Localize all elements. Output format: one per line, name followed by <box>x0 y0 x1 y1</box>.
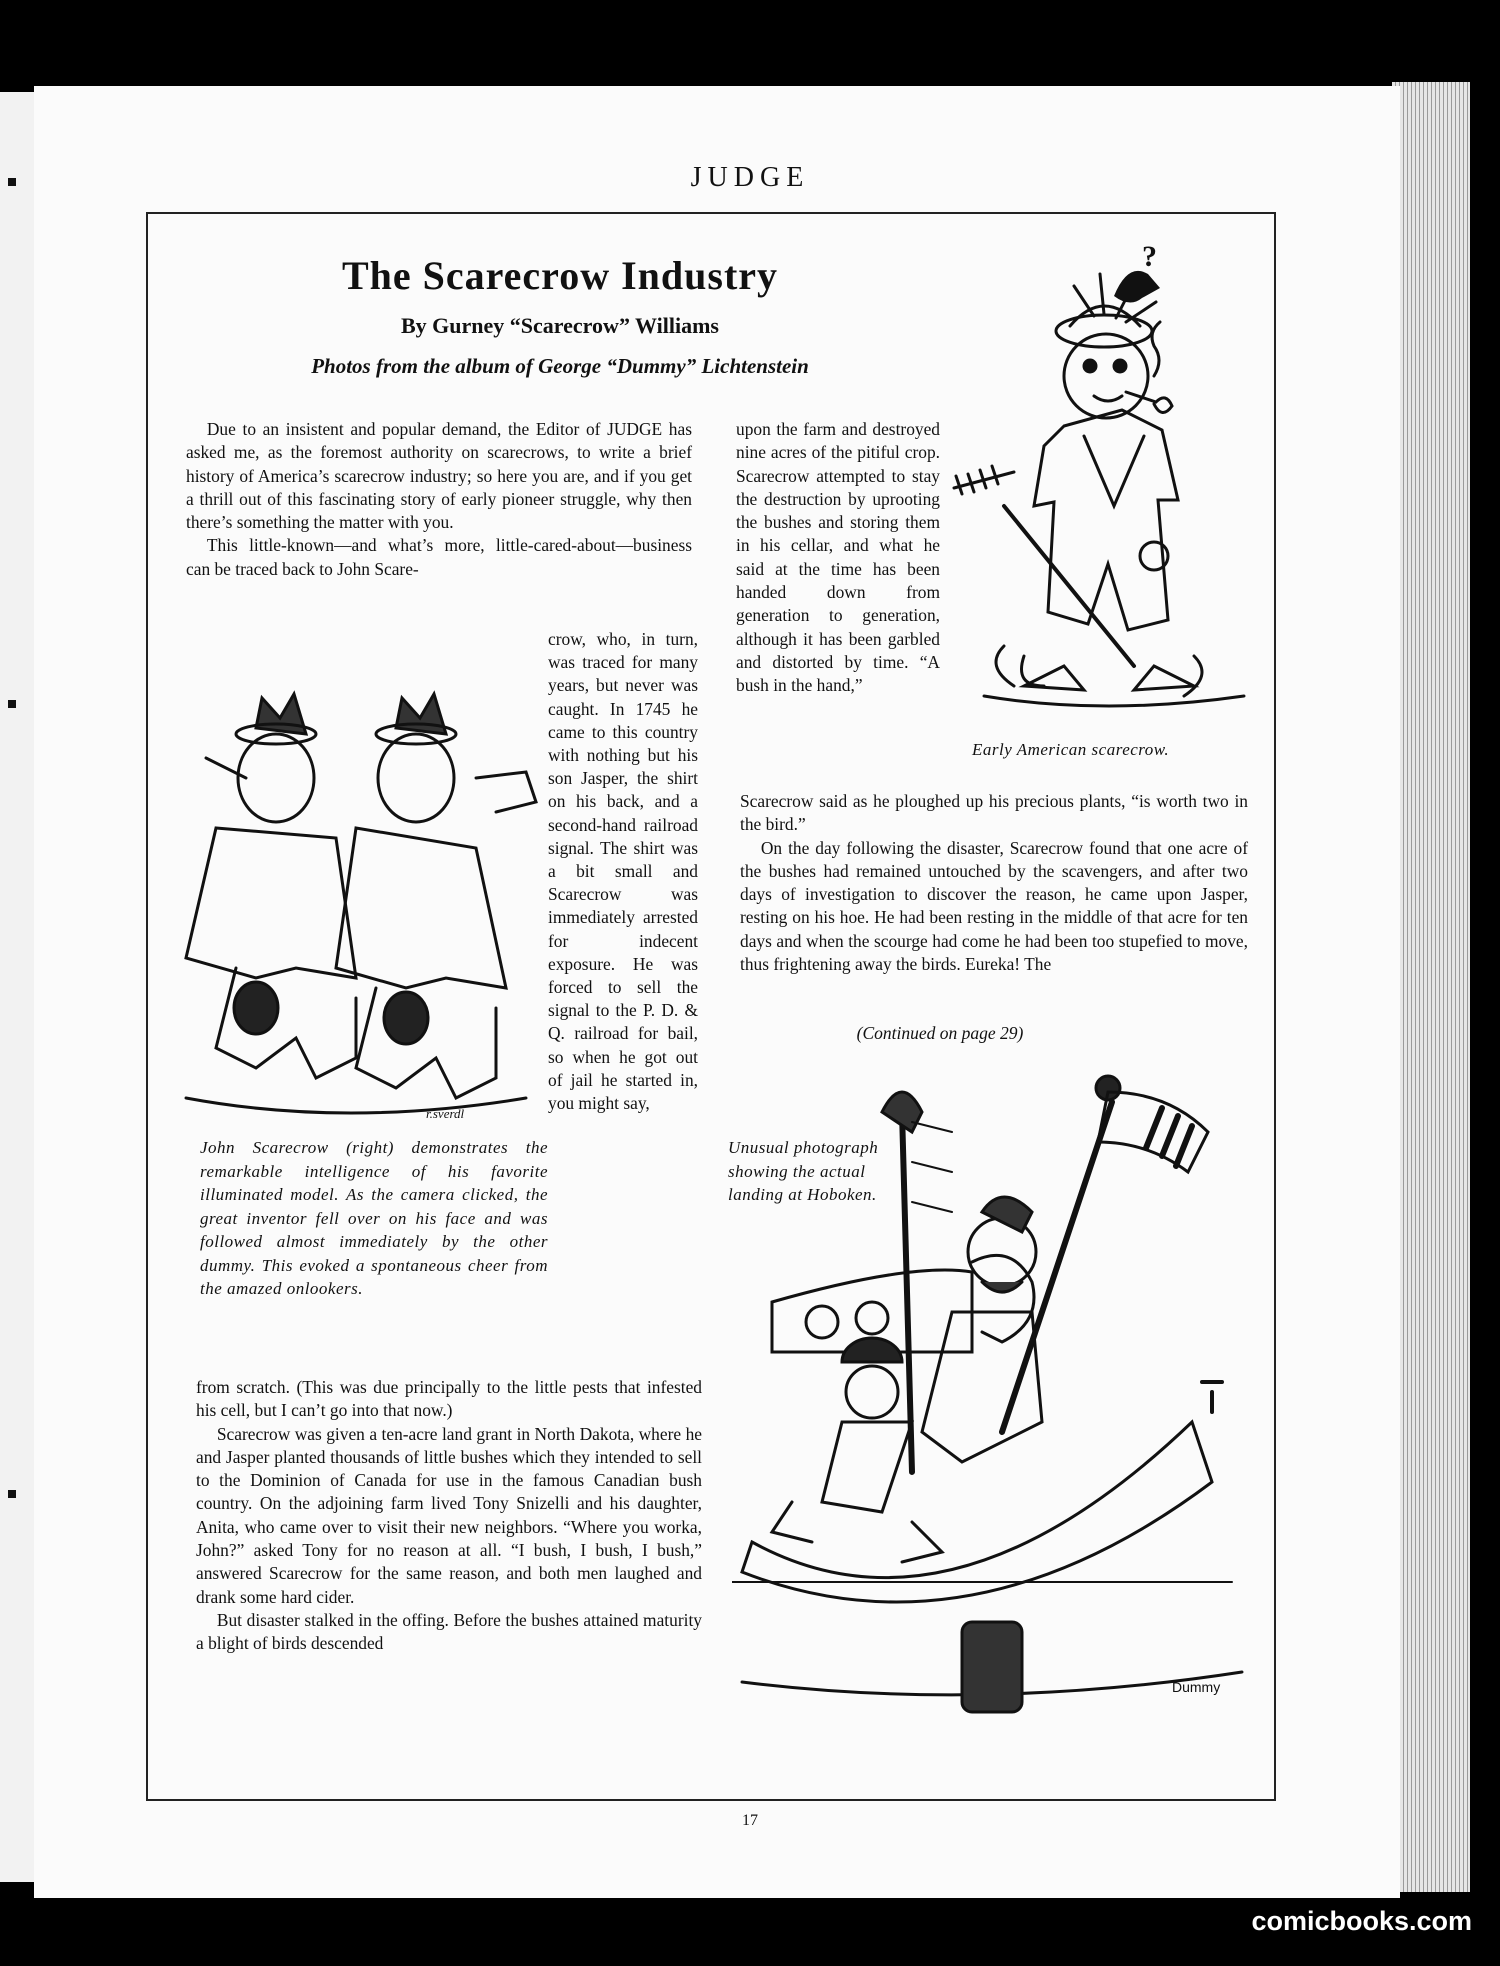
paragraph: crow, who, in turn, was traced for many years, but never was caught. In 1745 he came to this country with nothing but his son Jasper, the shirt on his back, and a second-hand railroad signal. The shirt was a bit small and Scarecrow was immediately arrested for indecent exposure. He was forced to sell the signal to the P. D. & Q. railroad for bail, so when he got out of jail he started in, you might say, <box>548 629 698 1114</box>
svg-text:?: ? <box>1142 240 1157 273</box>
site-watermark: comicbooks.com <box>1251 1906 1472 1936</box>
caption-landing: Unusual photograph showing the actual landing at Hoboken. <box>728 1138 879 1204</box>
landing-cartoon <box>732 1062 1266 1762</box>
photo-credit: Photos from the album of George “Dummy” Lichtenstein <box>311 354 809 378</box>
scarecrow-cartoon <box>944 226 1266 736</box>
paragraph: Scarecrow said as he ploughed up his precious plants, “is worth two in the bird.” <box>740 791 1248 835</box>
paragraph: from scratch. (This was due principally to the little pests that infested his cell, but I can’t go into that now.) <box>196 1377 702 1421</box>
binding-mark <box>8 1490 16 1498</box>
dummies-cartoon <box>176 668 544 1128</box>
artist-signature: r.sverdl <box>426 1106 465 1121</box>
stacked-page-edges <box>1392 82 1470 1892</box>
paragraph: On the day following the disaster, Scarecrow found that one acre of the bushes had remained untouched by the scavengers, and after two days of investigation to discover the reason, he came upon Jasper, resting on his hoe. He had been resting in the middle of that acre for ten days and when the scourge had come he had been too stupefied to move, thus frightening away the birds. Eureka! The <box>740 837 1248 975</box>
page-number: 17 <box>742 1812 758 1829</box>
column-2-narrow <box>736 418 940 698</box>
article-title: The Scarecrow Industry <box>341 253 779 298</box>
column-1-intro <box>186 418 692 581</box>
paragraph: Due to an insistent and popular demand, the Editor of JUDGE has asked me, as the foremost authority on scarecrows, to write a brief history of America’s scarecrow industry; so here you are, and if you get a thrill out of this fascinating story of early pioneer struggle, why then there’s something the matter with you. <box>186 419 692 533</box>
column-2 <box>740 790 1248 976</box>
caption-scarecrow: Early American scarecrow. <box>972 740 1170 759</box>
facing-page-edge <box>0 92 34 1882</box>
paragraph: Scarecrow was given a ten-acre land grant in North Dakota, where he and Jasper planted thousands of little bushes which they intended to sell to the Dominion of Canada for use in the famous Canadian bush country. On the adjoining farm lived Tony Snizelli and his daughter, Anita, who came over to visit their new neighbors. “Where you worka, John?” asked Tony for no reason at all. “I bush, I bush, I bush,” answered Scarecrow for the same reason, and both men laughed and drank some hard cider. <box>196 1423 702 1607</box>
continued-note: (Continued on page 29) <box>856 1023 1024 1043</box>
paragraph: This little-known—and what’s more, little-cared-about—business can be traced back to John Scare- <box>186 535 692 579</box>
article-byline: By Gurney “Scarecrow” Williams <box>401 313 719 338</box>
paragraph: But disaster stalked in the offing. Before the bushes attained maturity a blight of birds descended <box>196 1609 702 1654</box>
caption-dummies: John Scarecrow (right) demonstrates the remarkable intelligence of his favorite illuminated model. As the camera clicked, the great inventor fell over on his face and was followed almost immediately by the other dummy. This evoked a spontaneous cheer from the amazed onlookers. <box>200 1138 548 1298</box>
column-1-narrow <box>548 628 698 1115</box>
magazine-masthead: JUDGE <box>690 162 810 193</box>
artist-signature: Dummy <box>1172 1679 1221 1695</box>
binding-mark <box>8 700 16 708</box>
column-1-bottom <box>196 1376 702 1656</box>
paragraph: upon the farm and destroyed nine acres of the pitiful crop. Scarecrow attempted to stay the destruction by uprooting the bushes and storing them in his cellar, and what he said at the time has been handed down from generation to generation, although it has been garbled and distorted by time. “A bush in the hand,” <box>736 419 940 696</box>
